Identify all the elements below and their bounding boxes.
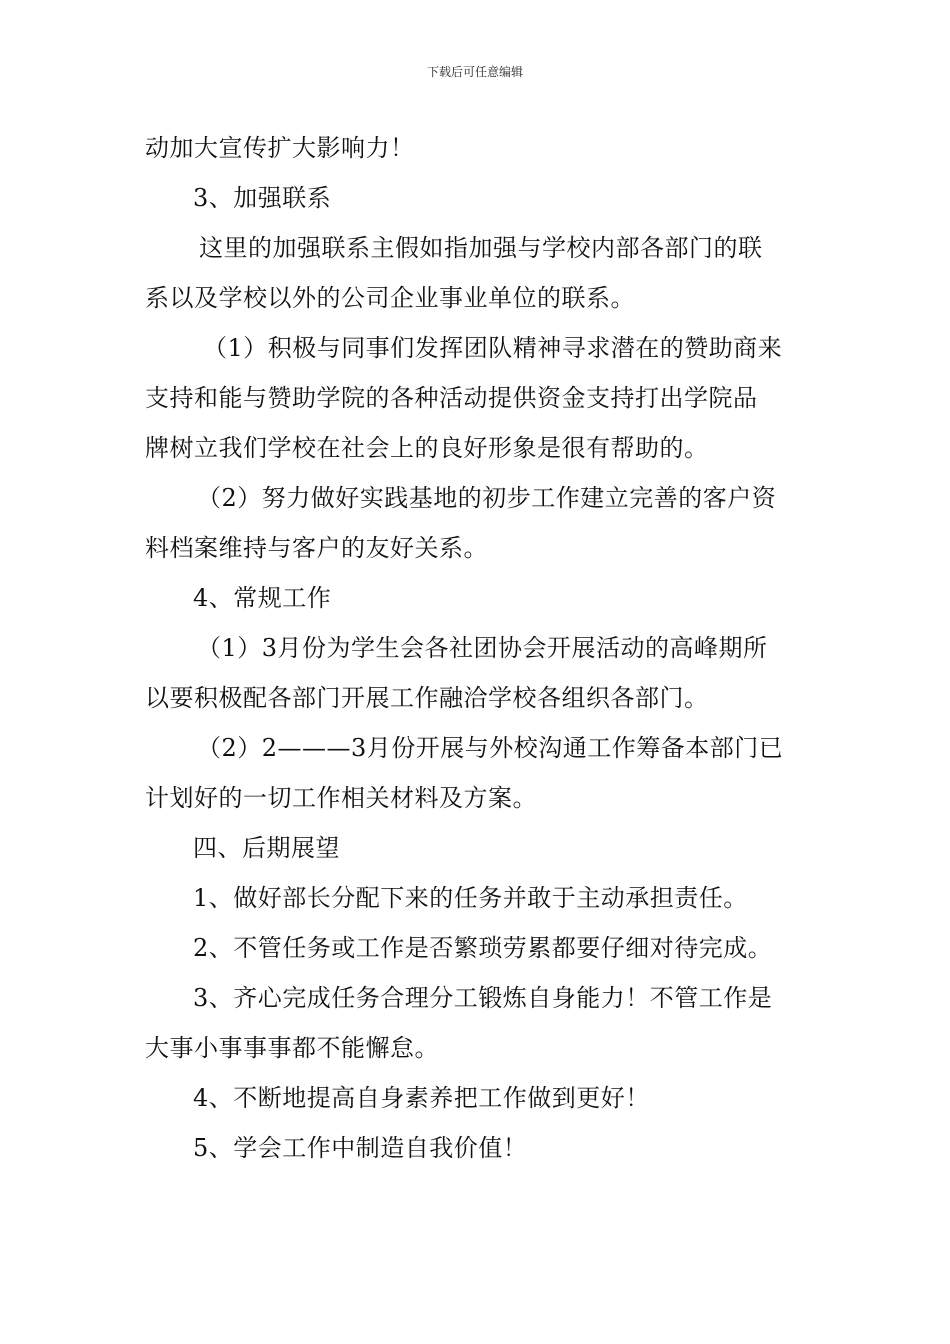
text-line: （2）努力做好实践基地的初步工作建立完善的客户资 [197, 484, 777, 512]
section-heading: 4、常规工作 [193, 584, 332, 612]
text-line: 5、学会工作中制造自我价值！ [193, 1134, 528, 1162]
text-line: 动加大宣传扩大影响力！ [145, 134, 415, 162]
text-line: （1）积极与同事们发挥团队精神寻求潜在的赞助商来 [203, 334, 783, 362]
text-line: 3、齐心完成任务合理分工锻炼自身能力！不管工作是 [193, 984, 773, 1012]
text-line: 大事小事事事都不能懈怠。 [145, 1034, 439, 1062]
section-heading: 3、加强联系 [193, 184, 332, 212]
text-line: 计划好的一切工作相关材料及方案。 [145, 784, 537, 812]
text-line: 以要积极配各部门开展工作融洽学校各组织各部门。 [145, 684, 709, 712]
page-header: 下载后可任意编辑 [426, 65, 523, 79]
text-line: 4、不断地提高自身素养把工作做到更好！ [193, 1084, 650, 1112]
text-line: 1、做好部长分配下来的任务并敢于主动承担责任。 [193, 884, 748, 912]
text-line: （1）3月份为学生会各社团协会开展活动的高峰期所 [197, 634, 768, 662]
document-body [145, 123, 810, 1173]
text-line: 料档案维持与客户的友好关系。 [145, 534, 488, 562]
text-line: 支持和能与赞助学院的各种活动提供资金支持打出学院品 [145, 384, 758, 412]
text-line: 这里的加强联系主假如指加强与学校内部各部门的联 [199, 234, 763, 262]
text-line: 系以及学校以外的公司企业事业单位的联系。 [145, 284, 635, 312]
text-line: 2、不管任务或工作是否繁琐劳累都要仔细对待完成。 [193, 934, 773, 962]
section-heading: 四、后期展望 [193, 834, 340, 862]
text-line: 牌树立我们学校在社会上的良好形象是很有帮助的。 [145, 434, 709, 462]
text-line: （2）2———3月份开展与外校沟通工作筹备本部门已 [197, 734, 784, 762]
